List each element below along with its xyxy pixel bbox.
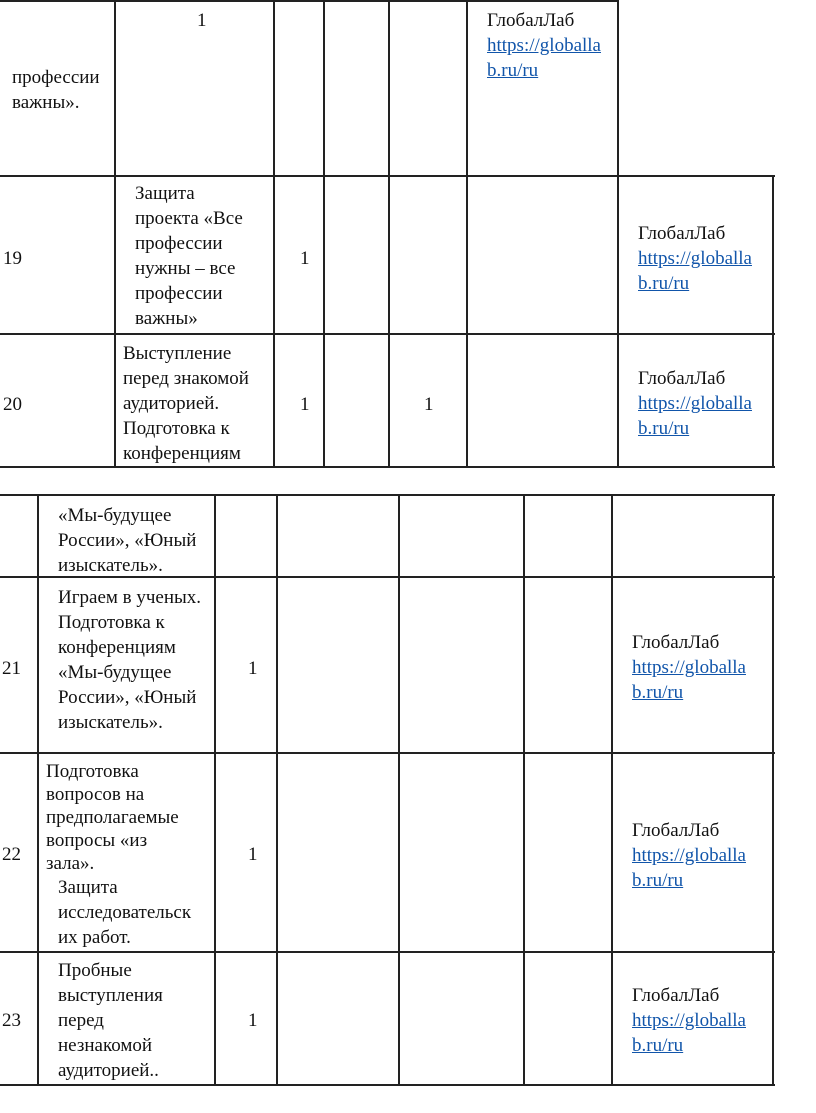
hours-cell: 1 [197, 10, 207, 31]
resource-cell [632, 983, 746, 1058]
hours-cell: 1 [248, 1010, 258, 1031]
topic-cell: Подготовка вопросов на предполагаемые вопросы «из зала». [46, 761, 179, 874]
topic-cell: профессии важны». [12, 67, 100, 113]
topic-cell: «Мы-будущее России», «Юный изыскатель». [58, 505, 197, 576]
resource-cell [638, 366, 752, 441]
row-number: 20 [3, 394, 22, 415]
hours-cell: 1 [300, 248, 310, 269]
resource-label: ГлобалЛаб [632, 820, 720, 841]
row-number: 23 [2, 1010, 21, 1031]
resource-label: ГлобалЛаб [632, 985, 720, 1006]
resource-link[interactable]: https://globalla b.ru/ru [638, 248, 752, 294]
row-number: 19 [3, 248, 22, 269]
row-number: 22 [2, 844, 21, 865]
practice-cell: 1 [424, 394, 434, 415]
resource-label: ГлобалЛаб [638, 368, 726, 389]
resource-cell [487, 8, 601, 83]
resource-label: ГлобалЛаб [638, 223, 726, 244]
resource-cell [632, 818, 746, 893]
resource-label: ГлобалЛаб [487, 10, 575, 31]
topic-cell: Защита проекта «Все профессии нужны – все профессии важны» [135, 183, 243, 329]
resource-link[interactable]: https://globalla b.ru/ru [632, 1010, 746, 1056]
resource-cell [632, 630, 746, 705]
row-number: 21 [2, 658, 21, 679]
hours-cell: 1 [300, 394, 310, 415]
topic-cell: Выступление перед знакомой аудиторией. Подготовка к конференциям [123, 343, 249, 464]
topic-cell: Играем в ученых. Подготовка к конференциям «Мы-будущее России», «Юный изыскатель». [58, 587, 202, 733]
resource-label: ГлобалЛаб [632, 632, 720, 653]
resource-cell [638, 221, 752, 296]
hours-cell: 1 [248, 844, 258, 865]
topic-cell-continued: Защита исследовательск их работ. [58, 877, 192, 948]
hours-cell: 1 [248, 658, 258, 679]
resource-link[interactable]: https://globalla b.ru/ru [632, 845, 746, 891]
resource-link[interactable]: https://globalla b.ru/ru [632, 657, 746, 703]
resource-link[interactable]: https://globalla b.ru/ru [487, 35, 601, 81]
resource-link[interactable]: https://globalla b.ru/ru [638, 393, 752, 439]
topic-cell: Пробные выступления перед незнакомой аудиторией.. [58, 960, 163, 1081]
